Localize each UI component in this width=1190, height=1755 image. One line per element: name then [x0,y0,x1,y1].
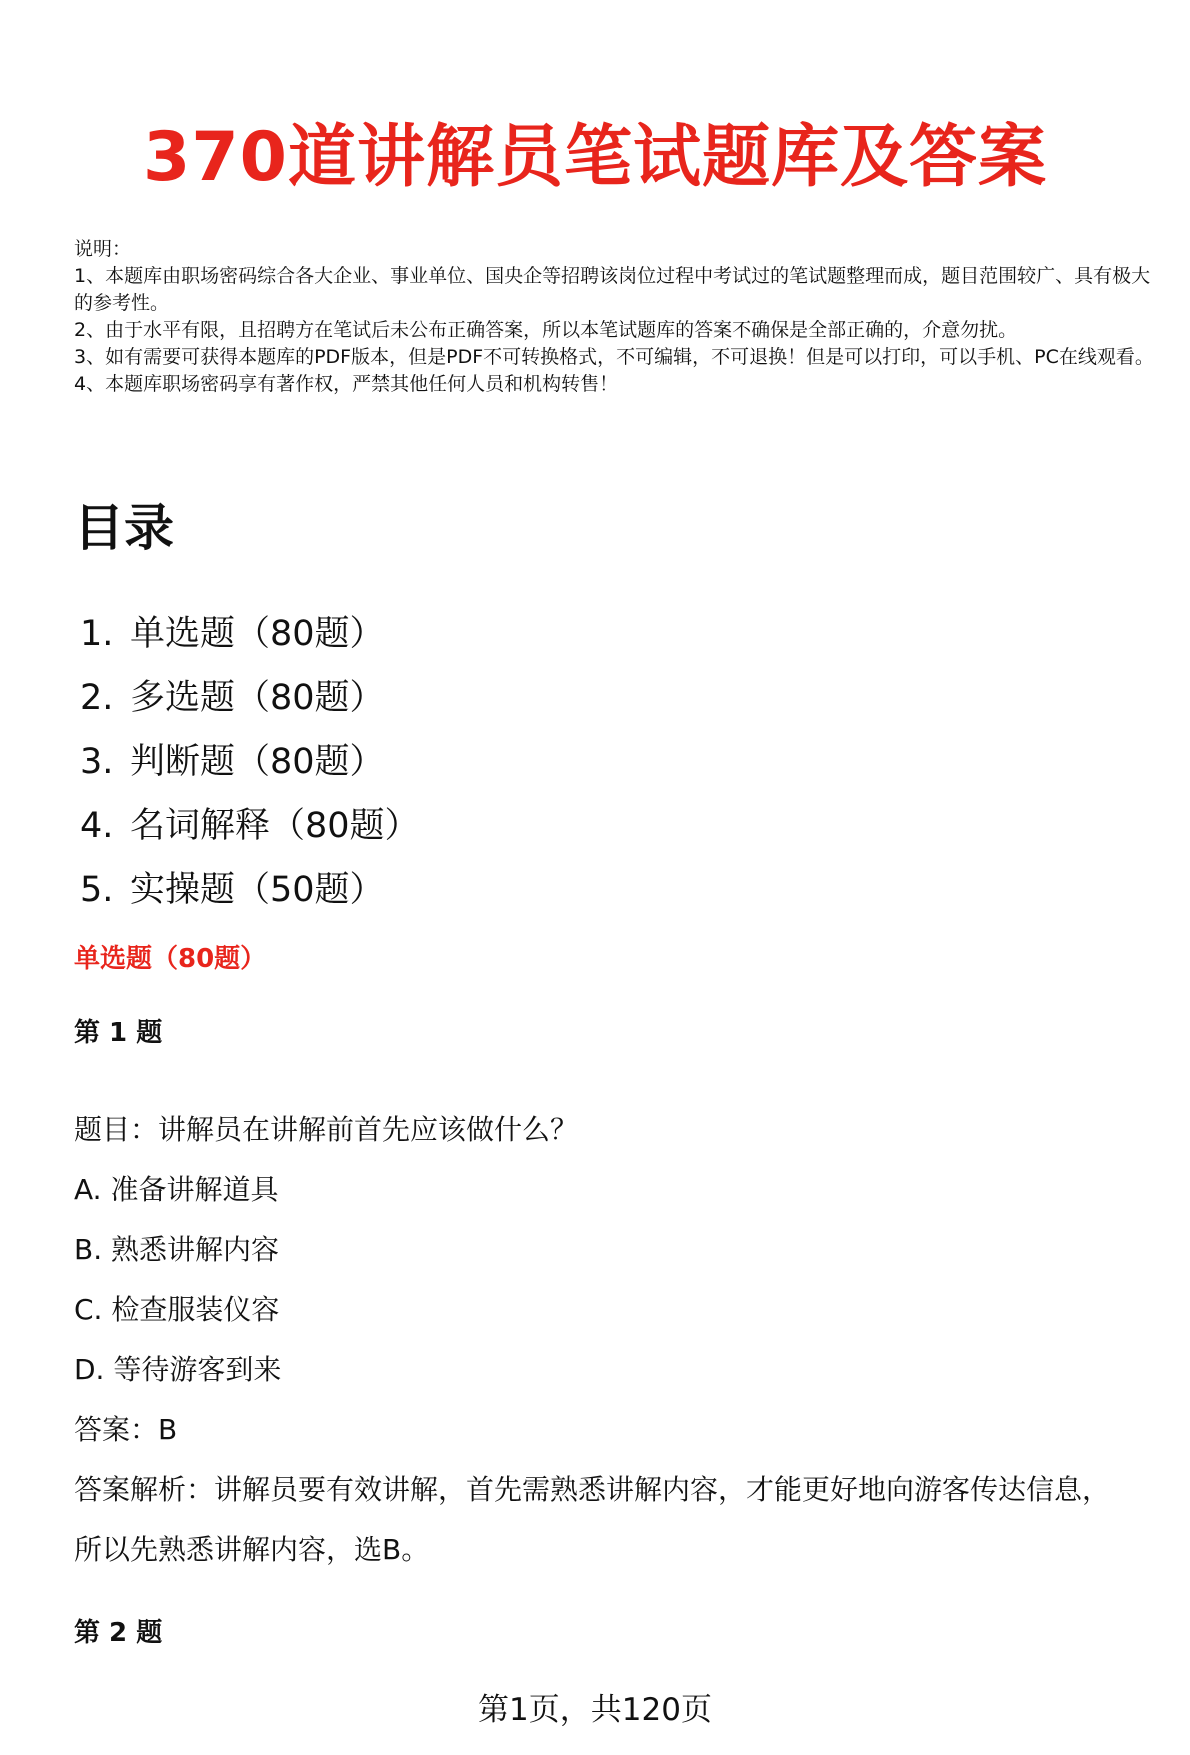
toc-item-label: 名词解释（80题） [130,806,420,846]
toc-heading: 目录 [74,499,174,557]
notes-block [74,236,1154,398]
toc-item-label: 实操题（50题） [130,870,385,910]
note-item: 2、由于水平有限，且招聘方在笔试后未公布正确答案，所以本笔试题库的答案不确保是全部正确的，介意勿扰。 [74,319,1018,341]
section-heading: 单选题（80题） [74,944,267,974]
toc-item-number: 3. [80,742,114,782]
note-item: 1、本题库由职场密码综合各大企业、事业单位、国央企等招聘该岗位过程中考试过的笔试题整理而成，题目范围较广、具有极大的参考性。 [74,265,1151,314]
question-stem: 题目：讲解员在讲解前首先应该做什么？ [74,1113,579,1146]
toc-item-number: 1. [80,614,114,654]
toc-item [80,794,420,858]
toc-item-label: 多选题（80题） [130,678,385,718]
toc-item [80,858,420,922]
table-of-contents [80,602,420,922]
question-heading: 第 2 题 [74,1618,163,1648]
question-explanation: 答案解析：讲解员要有效讲解，首先需熟悉讲解内容，才能更好地向游客传达信息，所以先熟悉讲解内容，选B。 [74,1473,1111,1566]
note-item: 3、如有需要可获得本题库的PDF版本，但是PDF不可转换格式，不可编辑，不可退换！但是可以打印，可以手机、PC在线观看。 [74,346,1154,368]
toc-item [80,666,420,730]
toc-item [80,730,420,794]
question-option: C. 检查服装仪容 [74,1293,280,1326]
toc-item-number: 2. [80,678,114,718]
question-heading: 第 1 题 [74,1018,163,1048]
document-title: 370道讲解员笔试题库及答案 [143,118,1047,197]
toc-item [80,602,420,666]
question-option: A. 准备讲解道具 [74,1173,279,1206]
toc-item-label: 单选题（80题） [130,614,385,654]
notes-label: 说明： [74,238,132,260]
page-footer: 第1页，共120页 [478,1692,712,1728]
question-block [74,1100,1134,1580]
question-option: B. 熟悉讲解内容 [74,1233,280,1266]
toc-item-number: 4. [80,806,114,846]
question-answer: 答案：B [74,1413,178,1446]
toc-item-label: 判断题（80题） [130,742,385,782]
toc-item-number: 5. [80,870,114,910]
question-option: D. 等待游客到来 [74,1353,282,1386]
note-item: 4、本题库职场密码享有著作权，严禁其他任何人员和机构转售！ [74,373,619,395]
